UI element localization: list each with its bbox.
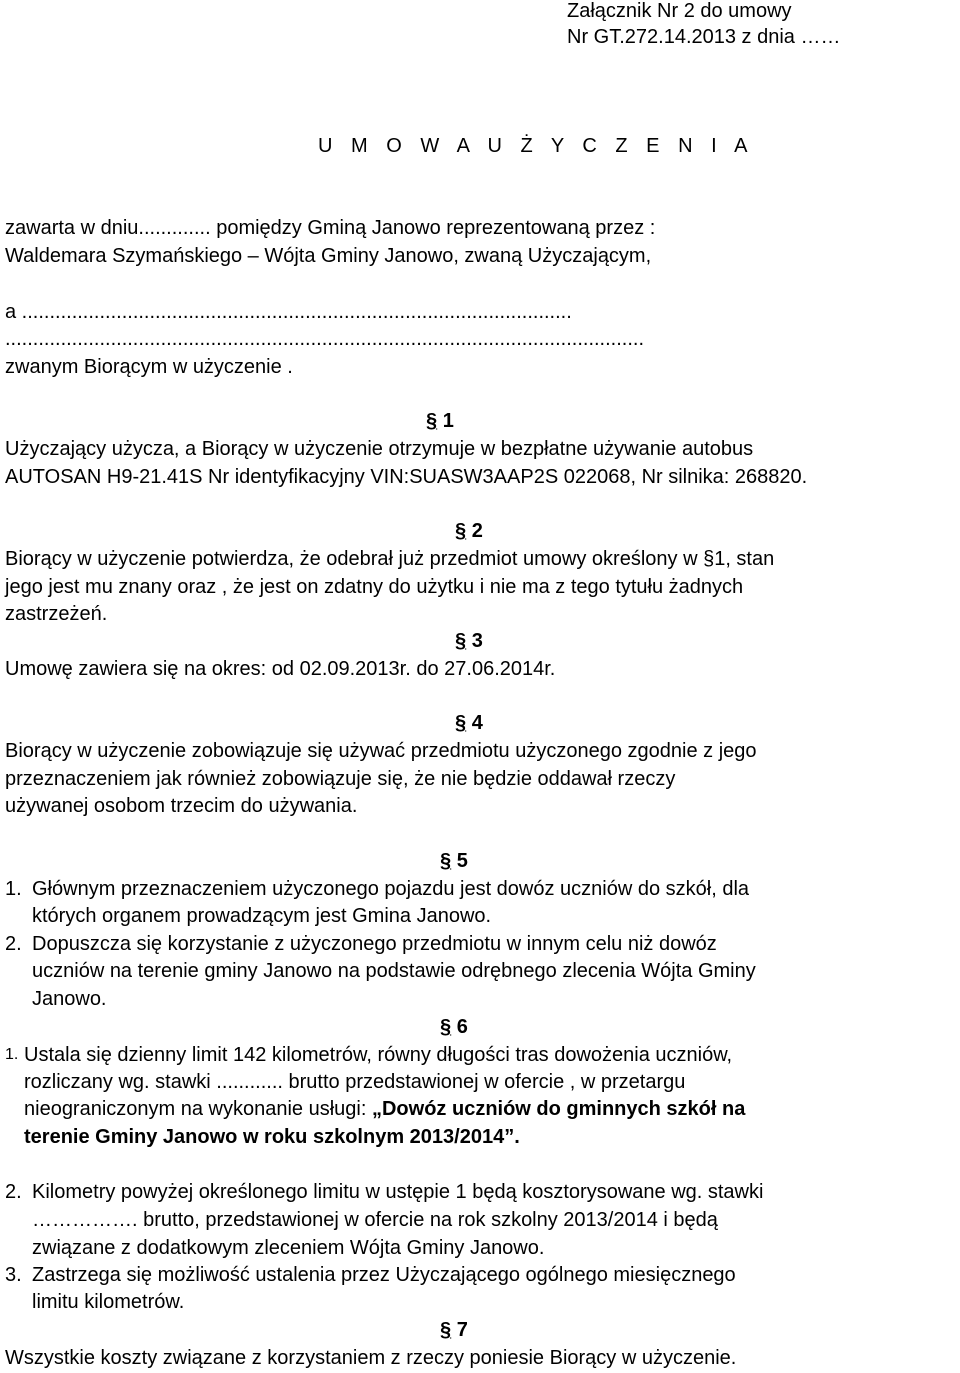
section-2-line-3: zastrzeżeń. — [5, 603, 108, 625]
section-2-heading — [455, 518, 483, 544]
section-6-item-3-line-2: limitu kilometrów. — [32, 1291, 185, 1313]
section-6-item-3-number: 3. — [5, 1264, 22, 1286]
section-sign: § — [455, 520, 467, 542]
intro-line-3: a ................................................................................................... — [5, 301, 572, 323]
section-2-line-1: Biorący w użyczenie potwierdza, że odebrał już przedmiot umowy określony w §1, stan — [5, 548, 775, 570]
section-6-item-1-line-3-plain: nieograniczonym na wykonanie usługi: — [24, 1098, 372, 1120]
section-2-line-2: jego jest mu znany oraz , że jest on zdatny do użytku i nie ma z tego tytułu żadnych — [5, 576, 744, 598]
section-6-item-1-line-4: terenie Gminy Janowo w roku szkolnym 2013/2014”. — [24, 1126, 520, 1148]
section-5-item-2-line-3: Janowo. — [32, 988, 107, 1010]
section-6-heading — [440, 1014, 468, 1040]
section-5-item-1-line-1: Głównym przeznaczeniem użyczonego pojazdu jest dowóz uczniów do szkół, dla — [32, 878, 750, 900]
section-sign: § — [440, 1016, 452, 1038]
section-number: 3 — [471, 630, 483, 652]
section-6-item-1-line-3 — [24, 1096, 745, 1122]
section-sign: § — [455, 630, 467, 652]
intro-line-5: zwanym Biorącym w użyczenie . — [5, 356, 293, 378]
section-6-item-2-line-3: związane z dodatkowym zleceniem Wójta Gminy Janowo. — [32, 1237, 545, 1259]
section-5-item-2-number: 2. — [5, 933, 22, 955]
section-number: 2 — [471, 520, 483, 542]
section-3-heading — [455, 628, 483, 654]
section-number: 6 — [456, 1016, 468, 1038]
section-sign: § — [426, 410, 438, 432]
section-6-item-3-line-1: Zastrzega się możliwość ustalenia przez Użyczającego ogólnego miesięcznego — [32, 1264, 736, 1286]
section-number: 1 — [442, 410, 454, 432]
section-1-line-2: AUTOSAN H9-21.41S Nr identyfikacyjny VIN:SUASW3AAP2S 022068, Nr silnika: 268820. — [5, 466, 808, 488]
section-5-item-2-line-2: uczniów na terenie gminy Janowo na podstawie odrębnego zlecenia Wójta Gminy — [32, 960, 756, 982]
section-5-item-2-line-1: Dopuszcza się korzystanie z użyczonego przedmiotu w innym celu niż dowóz — [32, 933, 717, 955]
document-title: U M O W A U Ż Y C Z E N I A — [318, 135, 754, 157]
section-7-heading — [440, 1317, 468, 1343]
section-5-heading — [440, 848, 468, 874]
section-3-line-1: Umowę zawiera się na okres: od 02.09.2013r. do 27.06.2014r. — [5, 658, 556, 680]
section-7-line-1: Wszystkie koszty związane z korzystaniem z rzeczy poniesie Biorący w użyczenie. — [5, 1347, 737, 1369]
service-name-bold: „Dowóz uczniów do gminnych szkół na — [371, 1098, 746, 1120]
section-number: 5 — [456, 850, 468, 872]
section-4-line-3: używanej osobom trzecim do używania. — [5, 795, 358, 817]
section-1-line-1: Użyczający użycza, a Biorący w użyczenie otrzymuje w bezpłatne używanie autobus — [5, 438, 754, 460]
section-sign: § — [455, 712, 467, 734]
attachment-header-line2: Nr GT.272.14.2013 z dnia …… — [567, 26, 841, 48]
intro-line-4: ................................................................................................................... — [5, 328, 645, 350]
section-6-item-1-line-1: Ustala się dzienny limit 142 kilometrów, równy długości tras dowożenia uczniów, — [24, 1044, 733, 1066]
section-number: 7 — [456, 1319, 468, 1341]
section-sign: § — [440, 850, 452, 872]
section-sign: § — [440, 1319, 452, 1341]
section-4-heading — [455, 710, 483, 736]
section-6-item-2-line-1: Kilometry powyżej określonego limitu w ustępie 1 będą kosztorysowane wg. stawki — [32, 1181, 764, 1203]
section-6-item-2-line-2: ……………. brutto, przedstawionej w ofercie na rok szkolny 2013/2014 i będą — [32, 1209, 718, 1231]
intro-line-2: Waldemara Szymańskiego – Wójta Gminy Janowo, zwaną Użyczającym, — [5, 245, 652, 267]
section-6-item-2-number: 2. — [5, 1181, 22, 1203]
section-1-heading — [426, 408, 454, 434]
section-4-line-2: przeznaczeniem jak również zobowiązuje się, że nie będzie oddawał rzeczy — [5, 768, 676, 790]
attachment-header-line1: Załącznik Nr 2 do umowy — [567, 0, 792, 22]
section-5-item-1-line-2: których organem prowadzącym jest Gmina Janowo. — [32, 905, 492, 927]
section-5-item-1-number: 1. — [5, 878, 22, 900]
intro-line-1: zawarta w dniu............. pomiędzy Gminą Janowo reprezentowaną przez : — [5, 217, 656, 239]
section-number: 4 — [471, 712, 483, 734]
section-6-item-1-line-2: rozliczany wg. stawki ............ brutto przedstawionej w ofercie , w przetargu — [24, 1071, 686, 1093]
section-4-line-1: Biorący w użyczenie zobowiązuje się używać przedmiotu użyczonego zgodnie z jego — [5, 740, 757, 762]
section-6-item-1-number: 1. — [5, 1046, 19, 1063]
